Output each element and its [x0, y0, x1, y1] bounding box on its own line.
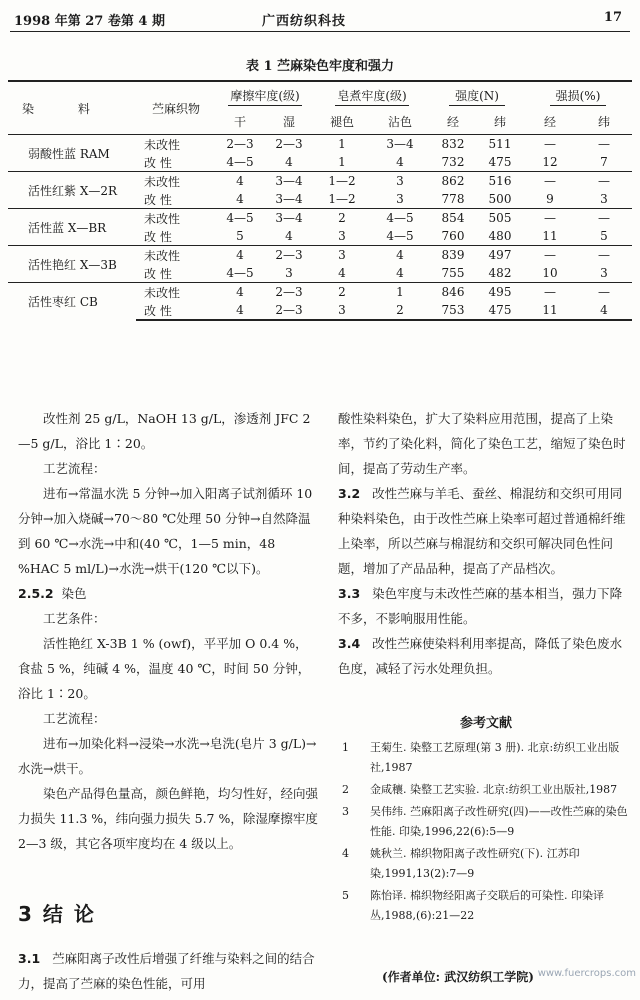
table-cell: 4—5: [386, 229, 414, 243]
table-cell: 3—4: [264, 209, 314, 228]
table-cell: 2—3: [216, 135, 264, 154]
table-cell: 11: [524, 301, 576, 320]
table-cell: —: [576, 135, 632, 154]
reference-number: 1: [342, 741, 349, 754]
reference-number: 5: [342, 889, 349, 902]
table-cell: 4—5: [226, 266, 254, 280]
references-list: [338, 738, 634, 928]
table-cell: 1: [314, 135, 370, 154]
table-row: [8, 209, 632, 228]
table-cell: 755: [441, 266, 465, 280]
table-cell: 2: [314, 283, 370, 302]
table-cell: 497: [476, 246, 524, 265]
paragraph: 染色产品得色量高，颜色鲜艳，均匀性好，经向强力损失 11.3 %，纬向强力损失 5.7 %，除湿摩擦牢度 2—3 级，其它各项牢度均在 4 级以上。: [18, 786, 319, 851]
table-cell: 9: [546, 192, 554, 206]
col-header-weft: 纬: [493, 115, 506, 129]
table-cell: 500: [488, 192, 512, 206]
table-cell: 4: [370, 246, 430, 265]
table-cell: 854: [430, 209, 476, 228]
col-header-warp: 经: [446, 115, 459, 129]
table-cell: 3—4: [275, 192, 303, 206]
paragraph-3-4: 3.4 改性苎麻使染料利用率提高，降低了染色废水色度，减轻了污水处理负担。: [338, 636, 623, 676]
journal-name: 广西纺织科技: [262, 14, 347, 29]
table-cell: 3: [370, 172, 430, 191]
fabric-state: 未改性: [136, 283, 216, 302]
table-cell: 1—2: [314, 172, 370, 191]
col-header-rub: 摩擦牢度(级): [228, 89, 301, 106]
table-cell: 753: [430, 301, 476, 320]
reference-text: 金咸穰. 染整工艺实验. 北京:纺织工业出版社,1987: [370, 783, 618, 796]
left-column: [18, 406, 318, 856]
table-cell: 4—5: [226, 155, 254, 169]
table-cell: 3: [396, 192, 404, 206]
table-cell: 2: [314, 209, 370, 228]
table-cell: 4: [216, 283, 264, 302]
table-cell: 3: [314, 301, 370, 320]
table-cell: 3: [338, 229, 346, 243]
reference-item: [338, 738, 634, 778]
col-header-soap: 皂煮牢度(级): [335, 89, 408, 106]
fabric-state: 未改性: [136, 209, 216, 228]
col-header-soap-fade: 褪色: [329, 115, 354, 129]
dye-name: 弱酸性蓝 RAM: [8, 135, 136, 172]
fabric-state: 未改性: [136, 135, 216, 154]
table-cell: 3: [600, 192, 608, 206]
reference-text: 姚秋兰. 棉织物阳离子改性研究(下). 江苏印染,1991,13(2):7—9: [370, 847, 580, 880]
table-cell: 760: [441, 229, 465, 243]
table-cell: —: [524, 246, 576, 265]
paragraph: 改性剂 25 g/L，NaOH 13 g/L，渗透剂 JFC 2—5 g/L，浴比 1∶20。: [18, 411, 311, 451]
dye-name: 活性艳红 X—3B: [8, 246, 136, 283]
table-cell: 839: [430, 246, 476, 265]
table-cell: 1: [370, 283, 430, 302]
col-header-rub-wet: 湿: [282, 115, 295, 129]
table-cell: 778: [441, 192, 465, 206]
table-cell: 4: [338, 266, 346, 280]
fabric-state: 改 性: [144, 266, 172, 281]
paragraph-3-3: 3.3 染色牢度与未改性苎麻的基本相当，强力下降不多，不影响服用性能。: [338, 586, 623, 626]
reference-item: [338, 802, 634, 842]
table-cell: 3: [600, 266, 608, 280]
table-row: [8, 246, 632, 265]
table-cell: 4—5: [370, 209, 430, 228]
table-cell: 1—2: [328, 192, 356, 206]
page-number: 17: [603, 10, 622, 25]
table-cell: 516: [476, 172, 524, 191]
table-cell: 2—3: [264, 246, 314, 265]
paragraph: 工艺流程：: [43, 711, 106, 726]
col-header-loss-warp: 经: [543, 115, 556, 129]
journal-issue: 1998 年第 27 卷第 4 期: [14, 14, 165, 29]
reference-text: 王菊生. 染整工艺原理(第 3 册). 北京:纺织工业出版社,1987: [370, 741, 620, 774]
table-row: [8, 283, 632, 302]
fastness-strength-table: [8, 80, 632, 321]
dye-name: 活性红紫 X—2R: [8, 172, 136, 209]
table-cell: 4: [216, 246, 264, 265]
table-cell: 4: [216, 301, 264, 320]
paragraph: 工艺条件：: [43, 611, 106, 626]
table-cell: 832: [430, 135, 476, 154]
section-heading: 2.5.2 染色: [18, 586, 87, 601]
table-cell: 2: [370, 301, 430, 320]
author-unit: (作者单位: 武汉纺织工学院): [382, 970, 534, 984]
table-cell: 5: [600, 229, 608, 243]
col-header-dye: 染 料: [8, 81, 136, 135]
dye-name: 活性蓝 X—BR: [8, 209, 136, 246]
col-header-soap-stain: 沾色: [387, 115, 412, 129]
references-title: 参考文献: [459, 716, 512, 731]
col-header-rub-dry: 干: [233, 115, 246, 129]
paragraph-3-2: 3.2 改性苎麻与羊毛、蚕丝、棉混纺和交织可用同种染料染色，由于改性苎麻上染率可超过普通棉纤维上染率，所以苎麻与棉混纺和交织可解决同色性问题，增加了产品品种，提高了产品档次。: [338, 486, 626, 576]
section-heading-conclusion: 3 结 论: [18, 902, 96, 926]
table-title: 表 1 苎麻染色牢度和强力: [245, 59, 395, 74]
table-cell: 732: [441, 155, 465, 169]
table-cell: 5: [236, 229, 244, 243]
fabric-state: 未改性: [136, 246, 216, 265]
fabric-state: 改 性: [144, 229, 172, 244]
paragraph-3-1: 3.1 苎麻阳离子改性后增强了纤维与染料之间的结合力，提高了苎麻的染色性能，可用: [18, 951, 315, 991]
table-cell: 495: [476, 283, 524, 302]
table-cell: 480: [488, 229, 512, 243]
table-cell: 4: [236, 192, 244, 206]
table-cell: —: [576, 172, 632, 191]
table-cell: 10: [542, 266, 558, 280]
table-cell: 11: [542, 229, 558, 243]
reference-item: [338, 780, 634, 800]
watermark: www.fuercrops.com: [537, 968, 636, 979]
table-cell: 4: [216, 172, 264, 191]
table-cell: 482: [488, 266, 512, 280]
table-cell: 1: [338, 155, 346, 169]
paragraph: 酸性染料染色，扩大了染料应用范围，提高了上染率，节约了染化料，简化了染色工艺，缩短了染色时间，提高了劳动生产率。: [338, 411, 626, 476]
reference-number: 3: [342, 805, 349, 818]
table-cell: —: [524, 135, 576, 154]
fabric-state: 改 性: [144, 155, 172, 170]
table-cell: 862: [430, 172, 476, 191]
reference-number: 2: [342, 783, 349, 796]
right-column: [338, 406, 634, 681]
table-cell: —: [524, 172, 576, 191]
reference-text: 吴伟纬. 苎麻阳离子改性研究(四)——改性苎麻的染色性能. 印染,1996,22(6):5—9: [370, 805, 628, 838]
table-cell: 3: [314, 246, 370, 265]
table-cell: —: [576, 209, 632, 228]
table-cell: 2—3: [264, 301, 314, 320]
reference-number: 4: [342, 847, 349, 860]
table-cell: 12: [542, 155, 558, 169]
table-cell: 2—3: [264, 135, 314, 154]
fabric-state: 改 性: [144, 192, 172, 207]
table-cell: 3—4: [264, 172, 314, 191]
table-cell: 511: [476, 135, 524, 154]
table-cell: 3—4: [370, 135, 430, 154]
table-cell: 4: [396, 155, 404, 169]
table-cell: 4: [285, 155, 293, 169]
col-header-strength: 强度(N): [449, 89, 505, 106]
fabric-state: 改 性: [136, 301, 216, 320]
col-header-fabric: 苎麻织物: [136, 81, 216, 135]
table-cell: 475: [488, 155, 512, 169]
table-cell: 4: [576, 301, 632, 320]
table-cell: 7: [600, 155, 608, 169]
table-cell: —: [576, 246, 632, 265]
table-cell: 4: [396, 266, 404, 280]
table-cell: 505: [476, 209, 524, 228]
table-cell: 2—3: [264, 283, 314, 302]
table-cell: —: [576, 283, 632, 302]
table-row: [8, 172, 632, 191]
fabric-state: 未改性: [136, 172, 216, 191]
paragraph: 活性艳红 X-3B 1 % (owf)，平平加 O 0.4 %，食盐 5 %，纯碱 4 %，温度 40 ℃，时间 50 分钟，浴比 1∶20。: [18, 636, 311, 701]
table-cell: 3: [285, 266, 293, 280]
reference-item: [338, 886, 634, 926]
col-header-loss: 强损(%): [550, 89, 607, 106]
paragraph: 进布→常温水洗 5 分钟→加入阳离子试剂循环 10 分钟→加入烧碱→70～80 ℃处理 50 分钟→自然降温到 60 ℃→水洗→中和(40 ℃，1—5 min，48 %HAC 5 ml/L)→水洗→烘干(120 ℃以下)。: [18, 486, 313, 576]
reference-item: [338, 844, 634, 884]
table-cell: —: [524, 283, 576, 302]
table-cell: —: [524, 209, 576, 228]
col-header-loss-weft: 纬: [597, 115, 610, 129]
table-cell: 846: [430, 283, 476, 302]
table-cell: 4: [285, 229, 293, 243]
table-row: [8, 135, 632, 154]
reference-text: 陈怡译. 棉织物经阳离子交联后的可染性. 印染译丛,1988,(6):21—22: [370, 889, 604, 922]
dye-name: 活性枣红 CB: [8, 283, 136, 321]
paragraph: 工艺流程：: [43, 461, 106, 476]
paragraph: 进布→加染化料→浸染→水洗→皂洗(皂片 3 g/L)→水洗→烘干。: [18, 736, 317, 776]
table-cell: 475: [476, 301, 524, 320]
table-cell: 4—5: [216, 209, 264, 228]
header-rule: [10, 31, 630, 32]
